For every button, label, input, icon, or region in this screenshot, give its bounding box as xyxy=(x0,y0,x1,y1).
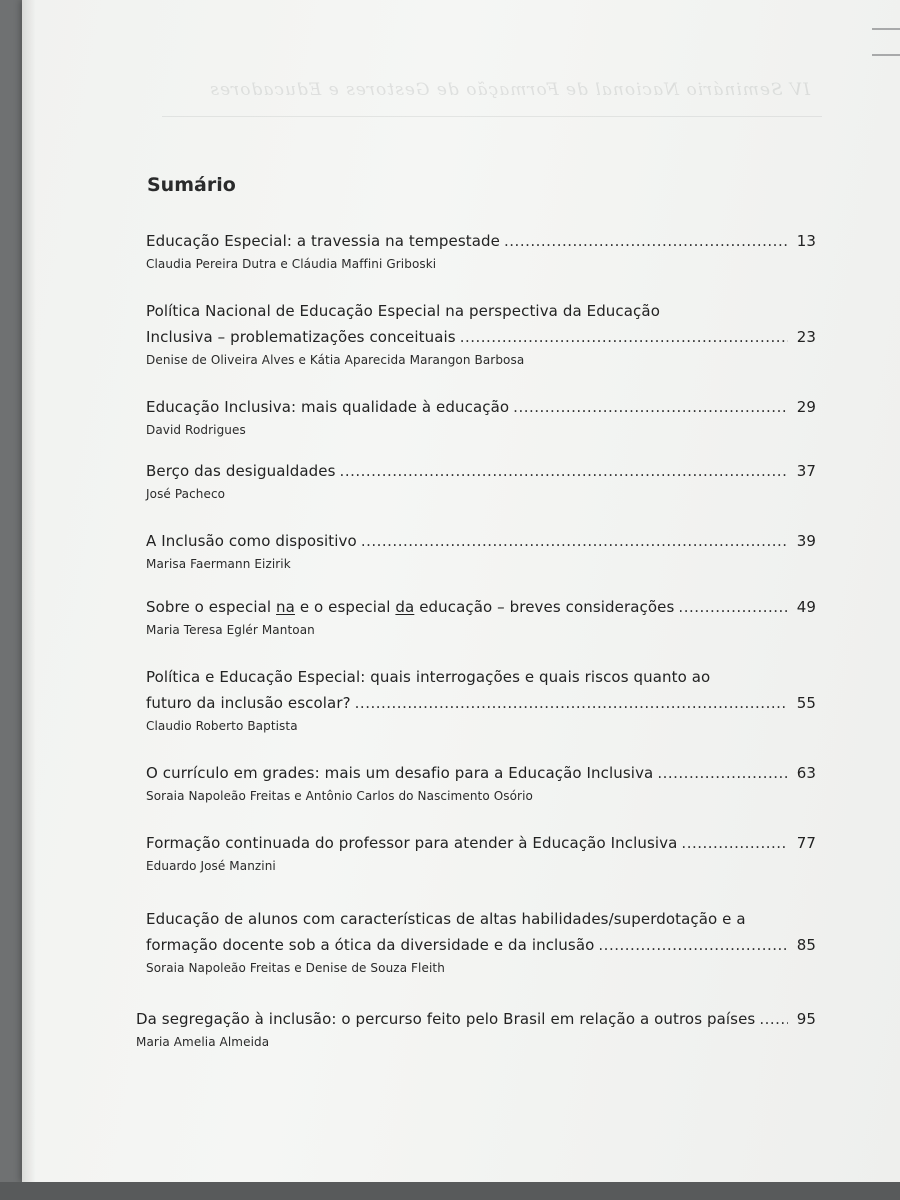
toc-page-number: 77 xyxy=(796,834,816,852)
toc-page-number: 63 xyxy=(796,764,816,782)
dot-leader xyxy=(513,394,788,420)
dot-leader xyxy=(681,830,788,856)
toc-line xyxy=(136,1006,816,1032)
toc-author: Denise de Oliveira Alves e Kátia Aparecida Marangon Barbosa xyxy=(146,353,525,367)
toc-line xyxy=(146,394,816,420)
toc-author: Soraia Napoleão Freitas e Denise de Souza Fleith xyxy=(146,961,445,975)
toc-title: Berço das desigualdades xyxy=(146,462,336,480)
toc-page-number: 85 xyxy=(796,936,816,954)
toc-author: Marisa Faermann Eizirik xyxy=(146,557,291,571)
toc-line xyxy=(146,664,816,690)
toc-title xyxy=(146,594,674,620)
toc-title-underlined: na xyxy=(276,598,295,616)
toc-entry[interactable] xyxy=(136,1006,816,1052)
toc-page-number: 39 xyxy=(796,532,816,550)
table-surface xyxy=(0,1182,900,1200)
toc-title-continued: formação docente sob a ótica da diversidade e da inclusão xyxy=(146,936,595,954)
toc-title: Educação Especial: a travessia na tempestade xyxy=(146,232,501,250)
dot-leader xyxy=(598,932,788,958)
toc-title-part: educação – breves considerações xyxy=(414,598,675,616)
toc-page-number: 13 xyxy=(796,232,816,250)
toc-title-continued: futuro da inclusão escolar? xyxy=(146,694,351,712)
toc-title: Educação de alunos com características de altas habilidades/superdotação e a xyxy=(146,910,746,928)
dot-leader xyxy=(460,324,788,350)
toc-page-number: 55 xyxy=(796,694,816,712)
toc-page-number: 29 xyxy=(796,398,816,416)
toc-page-number: 37 xyxy=(796,462,816,480)
toc-author: Eduardo José Manzini xyxy=(146,859,276,873)
toc-line xyxy=(146,324,816,350)
toc-page-number: 49 xyxy=(796,598,816,616)
bleed-through-header: IV Seminário Nacional de Formação de Gestores e Educadores xyxy=(209,80,810,100)
toc-author: Soraia Napoleão Freitas e Antônio Carlos do Nascimento Osório xyxy=(146,789,533,803)
toc-title: Política Nacional de Educação Especial na perspectiva da Educação xyxy=(146,302,660,320)
toc-line xyxy=(146,594,816,620)
toc-page-number: 23 xyxy=(796,328,816,346)
dot-leader xyxy=(678,594,788,620)
toc-title: A Inclusão como dispositivo xyxy=(146,532,357,550)
dot-leader xyxy=(657,760,788,786)
toc-entry[interactable] xyxy=(146,594,816,640)
toc-entry[interactable] xyxy=(146,228,816,274)
toc-entry[interactable] xyxy=(146,906,816,978)
toc-author: Maria Amelia Almeida xyxy=(136,1035,270,1049)
toc-entry[interactable] xyxy=(146,394,816,440)
dot-leader xyxy=(504,228,788,254)
toc-page-number: 95 xyxy=(796,1010,816,1028)
toc-line xyxy=(146,298,816,324)
toc-line xyxy=(146,528,816,554)
page-title: Sumário xyxy=(147,174,236,196)
dot-leader xyxy=(340,458,788,484)
toc-entry[interactable] xyxy=(146,664,816,736)
toc-line xyxy=(146,228,816,254)
toc-entry[interactable] xyxy=(146,830,816,876)
dot-leader xyxy=(759,1006,788,1032)
toc-author: David Rodrigues xyxy=(146,423,246,437)
toc-line xyxy=(146,760,816,786)
toc-title-part: e o especial xyxy=(294,598,396,616)
toc-line xyxy=(146,690,816,716)
dot-leader xyxy=(355,690,788,716)
toc-title: O currículo em grades: mais um desafio para a Educação Inclusiva xyxy=(146,764,654,782)
toc-title: Formação continuada do professor para atender à Educação Inclusiva xyxy=(146,834,678,852)
dot-leader xyxy=(361,528,788,554)
toc-entry[interactable] xyxy=(146,760,816,806)
toc-title: Educação Inclusiva: mais qualidade à educação xyxy=(146,398,510,416)
toc-line xyxy=(146,932,816,958)
toc-author: Maria Teresa Eglér Mantoan xyxy=(146,623,315,637)
toc-title: Política e Educação Especial: quais interrogações e quais riscos quanto ao xyxy=(146,668,711,686)
toc-entry[interactable] xyxy=(146,298,816,370)
toc-line xyxy=(146,906,816,932)
toc-title-continued: Inclusiva – problematizações conceituais xyxy=(146,328,456,346)
toc-title-part: Sobre o especial xyxy=(146,598,277,616)
toc-author: Claudia Pereira Dutra e Cláudia Maffini Griboski xyxy=(146,257,437,271)
toc-author: José Pacheco xyxy=(146,487,226,501)
toc-title-underlined: da xyxy=(395,598,415,616)
toc-line xyxy=(146,458,816,484)
toc-entry[interactable] xyxy=(146,528,816,574)
toc-title: Da segregação à inclusão: o percurso feito pelo Brasil em relação a outros países xyxy=(136,1010,756,1028)
toc-author: Claudio Roberto Baptista xyxy=(146,719,298,733)
toc-line xyxy=(146,830,816,856)
toc-entry[interactable] xyxy=(146,458,816,504)
